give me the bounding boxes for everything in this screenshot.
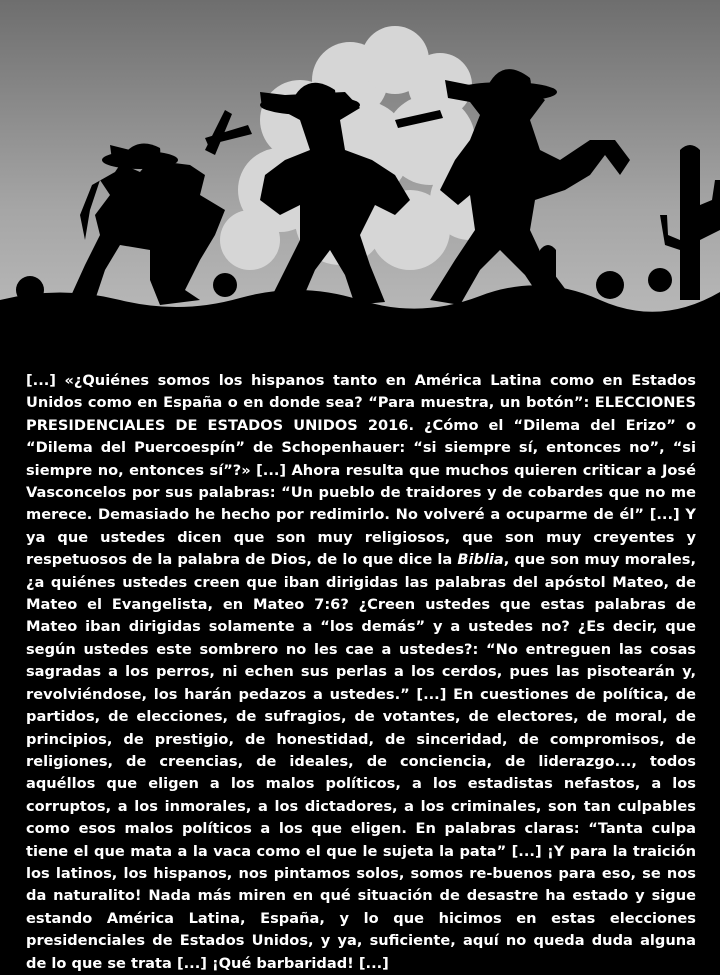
bandits-illustration (0, 0, 720, 345)
cactus-small (540, 245, 556, 300)
quote-text-part1: [...] «¿Quiénes somos los hispanos tanto en América Latina como en Estados Unidos como en España o en donde sea? “Para muestra, un botón”: ELECCIONES PRESIDENCIALES DE ESTADOS UNIDOS 2016. ¿Cómo el “Dilema del Erizo” o “Dilema del Puercoespín” de Schopenhauer: “si siempre sí, entonces no”, “si siempre no, entonces sí”?» [...] Ahora resulta que muchos quieren criticar a José Vasconcelos por sus palabras: “Un pueblo de traidores y de cobardes que no me merece. Demasiado he hecho por redimirlo. No volveré a ocuparme de él” [...] Y ya que ustedes dicen que son muy religiosos, que son muy creyentes y respetuosos de la palabra de Dios, de lo que dice la (26, 372, 696, 569)
three-bandit-silhouettes-image (0, 0, 720, 345)
quote-text (26, 370, 696, 975)
quote-text-italic-biblia: Biblia (457, 551, 504, 569)
quote-text-part2: , que son muy morales, ¿a quiénes ustedes creen que iban dirigidas las palabras del apóstol Mateo, de Mateo el Evangelista, en Mateo 7:6? ¿Creen ustedes que estas palabras de Mateo iban dirigidas solamente a “los demás” y a ustedes no? ¿Es decir, que según ustedes este sombrero no les cae a ustedes?: “No entreguen las cosas sagradas a los perros, ni echen sus perlas a los cerdos, pues las pisotearán y, revolviéndose, los harán pedazos a ustedes.” [...] En cuestiones de política, de partidos, de elecciones, de sufragios, de votantes, de electores, de moral, de principios, de prestigio, de honestidad, de sinceridad, de compromisos, de religiones, de creencias, de ideales, de conciencia, de liderazgo..., todos aquéllos que eligen a los malos políticos, a los estadistas nefastos, a los corruptos, a los inmorales, a los dictadores, a los criminales, son tan culpables como esos malos políticos a los que eligen. En palabras claras: “Tanta culpa tiene el que mata a la vaca como el que le sujeta la pata” [...] ¡Y para la traición los latinos, los hispanos, nos pintamos solos, somos re-buenos para eso, se nos da naturalito! Nada más miren en qué situación de desastre ha estado y sigue estando América Latina, España, y lo que hicimos en estas elecciones presidenciales de Estados Unidos, y ya, suficiente, aquí no queda duda alguna de lo que se trata [...] ¡Qué barbaridad! [...] (26, 551, 696, 972)
